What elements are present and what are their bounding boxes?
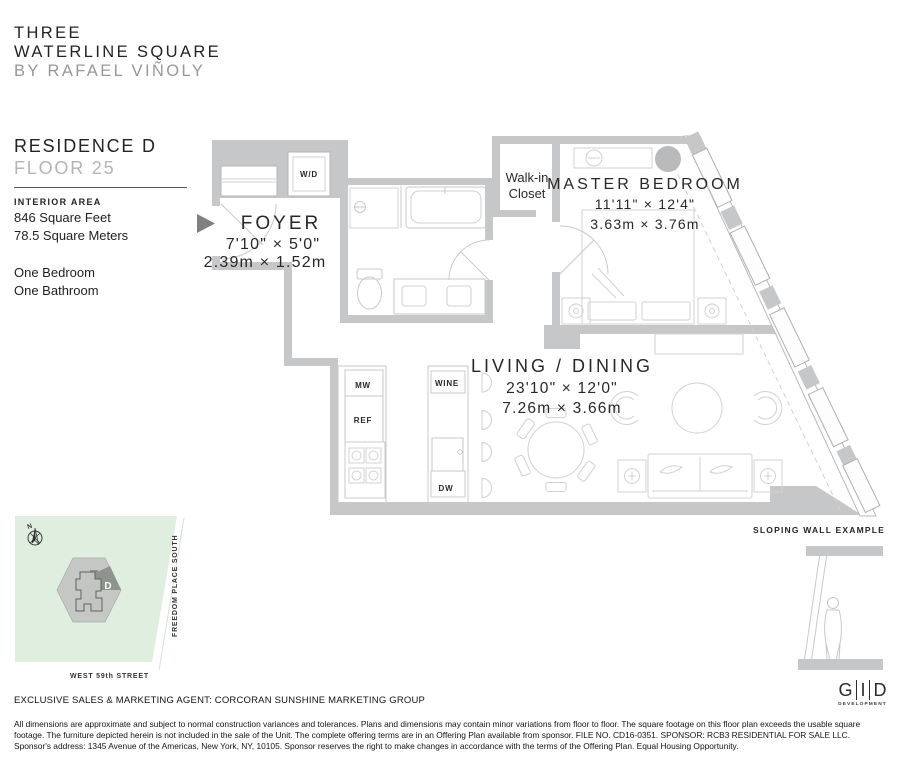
bedroom-door-swing [560,226,608,274]
living-dining-label: LIVING / DINING [470,356,654,376]
brand-line3: BY RAFAEL VIÑOLY [14,62,206,80]
bathroom-fixtures [350,186,489,314]
developer-subtitle: DEVELOPMENT [838,702,887,707]
street-label-west-59th: WEST 59th STREET [70,673,149,680]
coffee-table [672,383,722,433]
washer-dryer-label: W/D [300,170,318,179]
sloping-wall-lines [803,546,828,670]
residence-floor: FLOOR 25 [14,158,116,178]
developer-logo [835,680,890,707]
master-bedroom-label: MASTER BEDROOM [547,176,743,193]
microwave-label: MW [355,381,371,390]
sloping-wall-title: SLOPING WALL EXAMPLE [753,525,885,535]
dishwasher-label: DW [438,484,454,493]
ceiling-band [806,546,883,556]
street-label-freedom-place: FREEDOM PLACE SOUTH [172,534,179,637]
bathroom-door-swing [449,240,489,280]
wine-cooler-label: WINE [434,379,460,388]
walk-in-closet-label-line1: Walk-in [505,170,549,185]
compass-north-label: N [26,522,34,531]
area-sqft: 846 Square Feet [14,210,111,225]
walk-in-closet-label-line2: Closet [508,186,546,201]
foyer-dim-imperial: 7'10" × 5'0" [225,236,321,253]
dining-set [514,409,598,492]
residence-info-panel [14,136,187,298]
interior-area-label: INTERIOR AREA [14,197,102,207]
brand-line1: THREE [14,24,82,42]
armchair-right [754,392,782,425]
nightstand-right [698,298,726,324]
counter-stools [482,373,492,498]
refrigerator-label: REF [353,416,373,425]
stove [345,442,385,498]
person-figure [825,598,842,661]
sink [432,438,463,471]
developer-letter-g: G [838,680,853,700]
bedroom-count: One Bedroom [14,265,95,280]
dining-table [528,422,584,478]
foyer-dim-metric: 2.39m × 1.52m [203,254,327,271]
unit-d-marker: D [104,581,112,592]
sales-agent-line: EXCLUSIVE SALES & MARKETING AGENT: CORCORAN SUNSHINE MARKETING GROUP [14,695,426,706]
tv-console [655,334,743,354]
bathroom-count: One Bathroom [14,283,99,298]
master-bedroom-dim-metric: 3.63m × 3.76m [590,216,700,232]
legal-disclaimer: All dimensions are approximate and subject to normal construction variances and tolerances. Plans and dimensions may contain minor variations from floor to floor. The square footage on this floor plan exceeds the usable square footage. The furniture depicted herein is not included in the sale of the Unit. The complete offering terms are in an Offering Plan available from sponsor. FILE NO. CD16-0351. SPONSOR: RCB3 RESIDENTIAL FOR SALE LLC. Sponsor's address: 1345 Avenue of the Americas, New York, NY, 10105. Sponsor reserves the right to make changes in accordance with the terms of the Offering Plan. Equal Housing Opportunity. [14,719,861,751]
living-dining-dim-imperial: 23'10" × 12'0" [506,380,618,397]
site-map [15,516,184,680]
developer-letter-d: D [869,680,890,700]
master-bedroom-dim-imperial: 11'11" × 12'4" [594,196,696,212]
area-sqm: 78.5 Square Meters [14,228,129,243]
foyer-closet [221,166,277,196]
entry-arrow-icon [197,214,215,233]
foyer-label: FOYER [240,213,322,234]
round-table [655,146,681,172]
divider [14,187,187,188]
sloping-wall-example [753,525,885,670]
living-dining-dim-metric: 7.26m × 3.66m [502,400,622,417]
brand-header [14,24,221,81]
brand-line2: WATERLINE SQUARE [14,43,222,61]
developer-letter-i: I [856,680,869,700]
nightstand-left [562,298,590,324]
bathtub [406,187,486,228]
residence-title: RESIDENCE D [14,136,157,156]
